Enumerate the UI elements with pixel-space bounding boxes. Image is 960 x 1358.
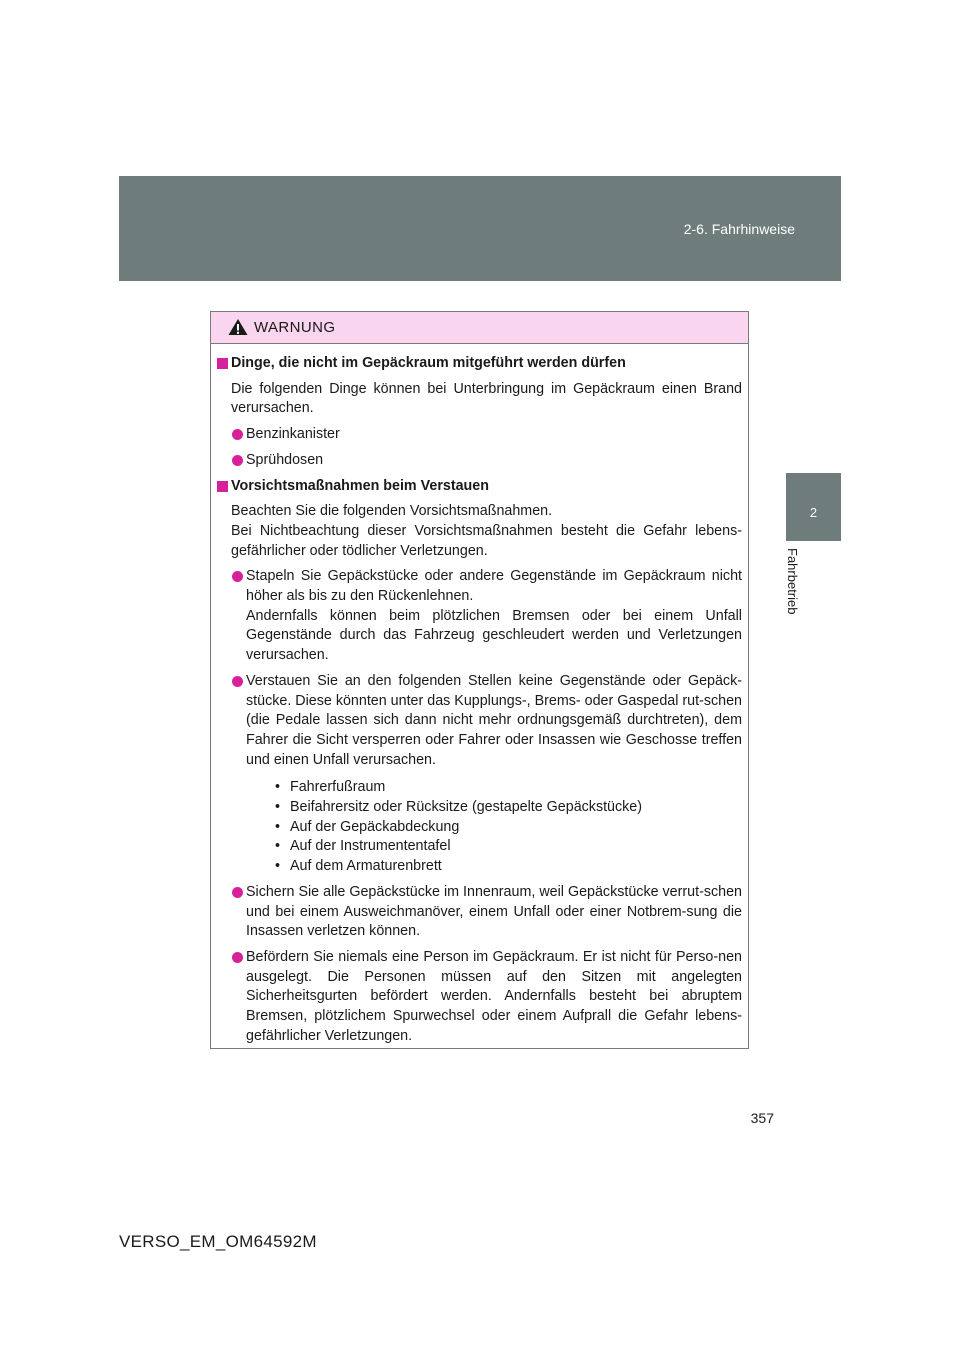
list-item-text: Sichern Sie alle Gepäckstücke im Innenraum, weil Gepäckstücke verrut-schen und bei einem Ausweichmanöver, einem Unfall oder einer Notbrem-sung die Insassen verletzen können. — [246, 883, 742, 940]
round-bullet-icon — [232, 429, 243, 440]
sub-list-item-text: Auf dem Armaturenbrett — [290, 858, 442, 875]
dot-marker-icon: • — [275, 858, 281, 875]
dot-marker-icon: • — [275, 818, 281, 835]
chapter-label-text: Fahrbetrieb — [785, 548, 800, 615]
round-bullet-icon — [232, 887, 243, 898]
round-bullet-icon — [232, 676, 243, 687]
list-item-text: Stapeln Sie Gepäckstücke oder andere Gegenstände im Gepäckraum nicht höher als bis zu den Rückenlehnen. — [246, 568, 742, 605]
section-heading-text: Vorsichtsmaßnahmen beim Verstauen — [231, 477, 489, 494]
sub-list-item-text: Fahrerfußraum — [290, 779, 386, 796]
sub-list-item-text: Beifahrersitz oder Rücksitze (gestapelte Gepäckstücke) — [290, 799, 643, 816]
sub-list-item — [246, 778, 742, 798]
sub-list-item — [246, 818, 742, 838]
list-item — [217, 567, 742, 666]
document-code: VERSO_EM_OM64592M — [119, 1232, 317, 1251]
dot-marker-icon: • — [275, 838, 281, 855]
paragraph: Beachten Sie die folgenden Vorsichtsmaßnahmen. — [231, 503, 553, 520]
sub-list-item-text: Auf der Instrumententafel — [290, 838, 451, 855]
list-item-text: Verstauen Sie an den folgenden Stellen keine Gegenstände oder Gepäck-stücke. Diese könnten unter das Kupplungs-, Brems- oder Gaspedal rut-schen (die Pedale lassen sich dann nicht mehr ordnungsgemäß durchtreten), dem Fahrer die Sicht versperren oder Fahrer oder Insassen wie Geschosse treffen und einen Unfall verursachen. — [246, 672, 742, 768]
section-heading — [217, 354, 742, 374]
warning-box — [210, 311, 749, 1049]
list-item — [217, 948, 742, 1047]
list-item — [217, 425, 742, 445]
round-bullet-icon — [232, 571, 243, 582]
paragraph: Bei Nichtbeachtung dieser Vorsichtsmaßnahmen besteht die Gefahr lebens-gefährlicher oder tödlicher Verletzungen. — [231, 522, 742, 559]
list-item-text: Befördern Sie niemals eine Person im Gepäckraum. Er ist nicht für Perso-nen ausgelegt. Die Personen müssen auf den Sitzen mit angelegten Sicherheitsgurten befördert werden. Andernfalls besteht bei abruptem Bremsen, plötzlichem Spurwechsel oder einem Aufprall die Gefahr lebens-gefährlicher Verletzungen. — [246, 948, 742, 1044]
sub-list-item — [246, 837, 742, 857]
warning-body — [211, 344, 748, 1047]
warning-triangle-icon — [228, 318, 248, 336]
header-band — [119, 176, 841, 281]
sub-list-item-text: Auf der Gepäckabdeckung — [290, 818, 460, 835]
dot-marker-icon: • — [275, 779, 281, 796]
section-heading — [217, 477, 742, 497]
dot-marker-icon: • — [275, 799, 281, 816]
square-bullet-icon — [217, 358, 228, 369]
sub-list-item — [246, 798, 742, 818]
list-item — [217, 883, 742, 942]
round-bullet-icon — [232, 952, 243, 963]
page-number: 357 — [750, 1110, 774, 1126]
list-item-text: Benzinkanister — [246, 426, 340, 443]
warning-title: WARNUNG — [254, 319, 336, 336]
chapter-label — [786, 548, 802, 638]
list-item-text: Sprühdosen — [246, 451, 324, 468]
section-title: 2-6. Fahrhinweise — [683, 221, 795, 237]
chapter-tab[interactable] — [786, 473, 841, 541]
warning-header — [211, 312, 748, 344]
section-heading-text: Dinge, die nicht im Gepäckraum mitgeführt werden dürfen — [231, 355, 626, 371]
square-bullet-icon — [217, 481, 228, 492]
list-item-text: Andernfalls können beim plötzlichen Bremsen oder bei einem Unfall Gegenstände durch das Fahrzeug geschleudert werden und Verletzungen verursachen. — [246, 607, 742, 664]
paragraph: Die folgenden Dinge können bei Unterbringung im Gepäckraum einen Brand verursachen. — [231, 380, 742, 417]
round-bullet-icon — [232, 455, 243, 466]
sub-list — [246, 778, 742, 877]
list-item — [217, 672, 742, 877]
chapter-number: 2 — [809, 505, 818, 520]
sub-list-item — [246, 857, 742, 877]
list-item — [217, 451, 742, 471]
